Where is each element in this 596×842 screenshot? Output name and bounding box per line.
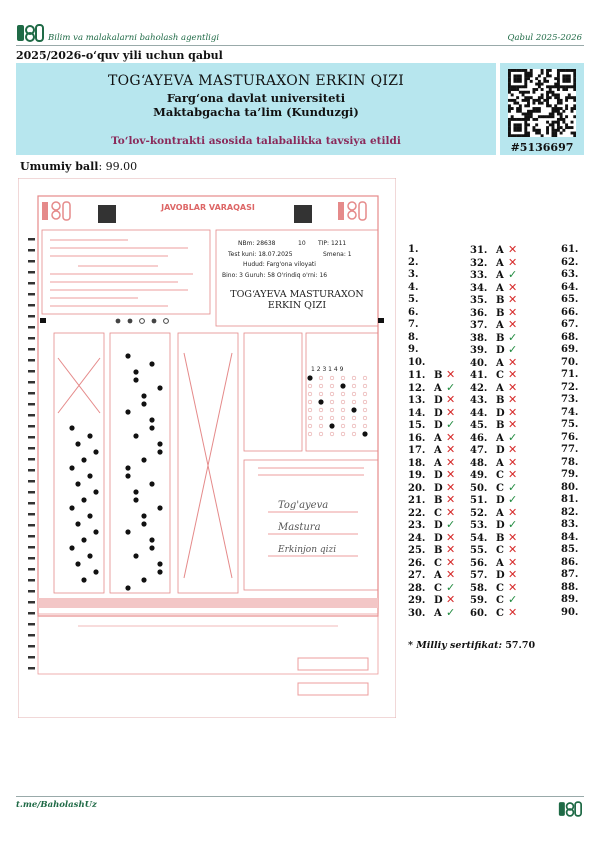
- answer-number: 78.: [561, 456, 579, 468]
- answer-number: 76.: [561, 431, 579, 443]
- correct-check-icon: ✓: [446, 605, 456, 619]
- faculty-name: Maktabgacha ta’lim (Kunduzgi): [153, 105, 359, 119]
- answer-number: 17.: [408, 445, 426, 456]
- answer-number: 57.: [470, 570, 488, 581]
- answer-letter: D: [434, 482, 443, 494]
- answer-row: [561, 344, 596, 357]
- answer-number: 55.: [470, 545, 488, 556]
- sheet-nbm: NBm: 28638: [238, 240, 276, 247]
- answer-number: 70.: [561, 356, 579, 368]
- correct-check-icon: ✓: [446, 518, 456, 531]
- answer-number: 23.: [408, 520, 426, 531]
- answer-letter: B: [496, 307, 505, 319]
- answer-letter: D: [496, 495, 505, 506]
- wrong-cross-icon: ✕: [508, 543, 518, 556]
- answer-letter: C: [434, 582, 442, 594]
- certificate-value: 57.70: [505, 640, 536, 651]
- answer-letter: A: [496, 507, 504, 519]
- answer-row: [408, 257, 455, 270]
- answer-row: [561, 319, 596, 332]
- answer-number: 9.: [408, 344, 419, 355]
- answer-row: [408, 607, 455, 620]
- answer-number: 26.: [408, 557, 426, 569]
- answer-number: 75.: [561, 419, 579, 430]
- answer-number: 60.: [470, 607, 488, 619]
- correct-check-icon: ✓: [508, 593, 518, 606]
- answer-number: 73.: [561, 394, 579, 405]
- qr-code-icon: [508, 69, 576, 137]
- answer-row: [561, 482, 596, 495]
- answer-number: 66.: [561, 306, 579, 318]
- answer-number: 15.: [408, 420, 426, 431]
- answer-row: [408, 269, 455, 282]
- answer-letter: D: [496, 570, 505, 581]
- answer-number: 86.: [561, 556, 579, 568]
- answer-letter: A: [496, 382, 504, 394]
- answer-number: 48.: [470, 457, 488, 469]
- answer-letter: D: [434, 407, 443, 419]
- answer-letter: A: [496, 320, 504, 331]
- answer-number: 2.: [408, 256, 419, 268]
- correct-check-icon: ✓: [446, 580, 456, 594]
- answer-letter: C: [496, 482, 504, 494]
- wrong-cross-icon: ✕: [508, 418, 518, 431]
- wrong-cross-icon: ✕: [446, 480, 456, 494]
- signature-surname: Tog'ayeva: [278, 500, 329, 511]
- answer-number: 31.: [470, 245, 488, 256]
- answer-number: 88.: [561, 581, 579, 593]
- answer-row: [561, 369, 596, 382]
- answer-letter: D: [434, 532, 443, 544]
- answer-row: [408, 332, 455, 345]
- wrong-cross-icon: ✕: [446, 493, 456, 506]
- wrong-cross-icon: ✕: [508, 305, 518, 319]
- wrong-cross-icon: ✕: [446, 505, 456, 519]
- answer-letter: B: [496, 532, 505, 544]
- answer-number: 11.: [408, 370, 426, 381]
- answer-number: 1.: [408, 244, 419, 255]
- answer-letter: A: [434, 382, 442, 394]
- answer-letter: A: [496, 432, 504, 444]
- wrong-cross-icon: ✕: [508, 443, 518, 456]
- answer-letter: D: [496, 445, 505, 456]
- answer-letter: D: [434, 470, 443, 481]
- total-score: Umumiy ball: 99.00: [20, 160, 138, 173]
- sheet-region: Hudud: Farg'ona viloyati: [243, 261, 316, 268]
- answer-number: 80.: [561, 481, 579, 493]
- answer-number: 54.: [470, 532, 488, 544]
- answer-number: 33.: [470, 270, 488, 281]
- answer-row: [561, 519, 596, 532]
- answer-number: 32.: [470, 257, 488, 269]
- wrong-cross-icon: ✕: [446, 543, 456, 556]
- answer-row: [561, 457, 596, 470]
- answer-number: 42.: [470, 382, 488, 394]
- answer-row: [561, 257, 596, 270]
- answer-number: 30.: [408, 607, 426, 619]
- answer-number: 21.: [408, 495, 426, 506]
- answer-number: 68.: [561, 331, 579, 343]
- wrong-cross-icon: ✕: [508, 243, 518, 256]
- answer-row: [561, 594, 596, 607]
- wrong-cross-icon: ✕: [508, 580, 518, 594]
- answer-number: 69.: [561, 344, 579, 355]
- answer-number: 35.: [470, 295, 488, 306]
- sheet-tip: TIP: 1211: [318, 240, 347, 247]
- wrong-cross-icon: ✕: [446, 430, 456, 444]
- answer-number: 58.: [470, 582, 488, 594]
- answer-number: 51.: [470, 495, 488, 506]
- answer-letter: D: [496, 407, 505, 419]
- answer-number: 46.: [470, 432, 488, 444]
- answer-number: 74.: [561, 406, 579, 418]
- answer-letter: D: [434, 420, 443, 431]
- recommendation-text: To‘lov-kontrakti asosida talabalikka tavsiya etildi: [111, 135, 401, 147]
- correct-check-icon: ✓: [508, 430, 518, 444]
- answer-number: 41.: [470, 370, 488, 381]
- university-name: Farg‘ona davlat universiteti: [166, 91, 346, 105]
- answer-letter: D: [434, 395, 443, 406]
- answer-letter: B: [496, 395, 505, 406]
- answer-number: 38.: [470, 332, 488, 344]
- student-name: TOG‘AYEVA MASTURAXON ERKIN QIZI: [107, 73, 405, 89]
- answer-number: 72.: [561, 381, 579, 393]
- answer-number: 19.: [408, 470, 426, 481]
- wrong-cross-icon: ✕: [446, 393, 456, 406]
- answer-letter: A: [434, 570, 442, 581]
- answer-letter: B: [434, 370, 443, 381]
- answer-number: 84.: [561, 531, 579, 543]
- wrong-cross-icon: ✕: [508, 293, 518, 306]
- answer-number: 53.: [470, 520, 488, 531]
- answer-number: 56.: [470, 557, 488, 569]
- student-id: #5136697: [510, 141, 574, 154]
- wrong-cross-icon: ✕: [446, 568, 456, 581]
- answer-row: [408, 294, 455, 307]
- answer-letter: C: [496, 545, 504, 556]
- sheet-qr-left-icon: [98, 205, 116, 223]
- answer-number: 6.: [408, 306, 419, 318]
- signature-patronymic: Erkinjon qizi: [278, 545, 337, 555]
- answer-number: 63.: [561, 269, 579, 280]
- wrong-cross-icon: ✕: [446, 368, 456, 381]
- sheet-name-line2: ERKIN QIZI: [267, 300, 327, 311]
- answer-row: [561, 357, 596, 370]
- wrong-cross-icon: ✕: [508, 568, 518, 581]
- answer-number: 24.: [408, 532, 426, 544]
- answer-number: 87.: [561, 569, 579, 580]
- answer-letter: D: [434, 520, 443, 531]
- answer-number: 90.: [561, 606, 579, 618]
- answer-number: 3.: [408, 269, 419, 280]
- answer-row: [561, 394, 596, 407]
- wrong-cross-icon: ✕: [508, 355, 518, 369]
- wrong-cross-icon: ✕: [508, 318, 518, 331]
- answer-row: [561, 282, 596, 295]
- answer-row: [561, 307, 596, 320]
- wrong-cross-icon: ✕: [508, 368, 518, 381]
- answer-number: 18.: [408, 457, 426, 469]
- answer-letter: A: [434, 607, 442, 619]
- header-divider: [16, 45, 584, 46]
- answer-number: 62.: [561, 256, 579, 268]
- answer-letter: D: [434, 595, 443, 606]
- answer-row: [561, 507, 596, 520]
- answer-number: 71.: [561, 369, 579, 380]
- answer-number: 36.: [470, 307, 488, 319]
- academic-year: 2025/2026-o‘quv yili uchun qabul: [16, 49, 223, 62]
- student-info-band: [16, 63, 496, 155]
- answer-number: 12.: [408, 382, 426, 394]
- wrong-cross-icon: ✕: [508, 380, 518, 394]
- wrong-cross-icon: ✕: [446, 555, 456, 569]
- total-score-label: Umumiy ball: [20, 160, 99, 173]
- wrong-cross-icon: ✕: [446, 405, 456, 419]
- answer-row: [561, 407, 596, 420]
- telegram-link[interactable]: t.me/BaholashUz: [16, 800, 97, 810]
- answer-letter: B: [434, 545, 443, 556]
- answer-number: 64.: [561, 281, 579, 293]
- answer-number: 67.: [561, 319, 579, 330]
- answer-letter: A: [434, 432, 442, 444]
- wrong-cross-icon: ✕: [508, 468, 518, 481]
- answer-row: [561, 569, 596, 582]
- footer-divider: [16, 796, 584, 797]
- answers-column-3: [561, 244, 596, 619]
- answer-number: 10.: [408, 356, 426, 368]
- answer-letter: C: [496, 370, 504, 381]
- wrong-cross-icon: ✕: [508, 405, 518, 419]
- answers-column-2: [470, 244, 517, 619]
- answer-row: [470, 607, 517, 620]
- answer-letter: A: [434, 457, 442, 469]
- footer-logo-icon: [558, 800, 582, 818]
- sheet-qr-right-icon: [294, 205, 312, 223]
- answer-number: 79.: [561, 469, 579, 480]
- answer-number: 50.: [470, 482, 488, 494]
- answer-row: [561, 582, 596, 595]
- agency-name: Bilim va malakalarni baholash agentligi: [48, 33, 220, 43]
- answer-number: 82.: [561, 506, 579, 518]
- sheet-name-line1: TOG‘AYEVA MASTURAXON: [230, 289, 364, 300]
- answer-letter: C: [496, 470, 504, 481]
- correct-check-icon: ✓: [508, 493, 518, 506]
- wrong-cross-icon: ✕: [508, 505, 518, 519]
- national-certificate: [408, 640, 535, 651]
- answer-row: [408, 319, 455, 332]
- answer-row: [561, 269, 596, 282]
- answer-letter: A: [496, 457, 504, 469]
- answer-letter: A: [496, 282, 504, 294]
- answer-row: [408, 282, 455, 295]
- wrong-cross-icon: ✕: [446, 593, 456, 606]
- wrong-cross-icon: ✕: [508, 555, 518, 569]
- answer-row: [561, 494, 596, 507]
- wrong-cross-icon: ✕: [446, 455, 456, 469]
- correct-check-icon: ✓: [508, 480, 518, 494]
- answer-number: 45.: [470, 420, 488, 431]
- wrong-cross-icon: ✕: [446, 443, 456, 456]
- qr-panel: [500, 63, 584, 155]
- answer-letter: D: [496, 520, 505, 531]
- answer-row: [408, 344, 455, 357]
- wrong-cross-icon: ✕: [508, 455, 518, 469]
- answer-row: [561, 557, 596, 570]
- answer-row: [408, 244, 455, 257]
- wrong-cross-icon: ✕: [508, 255, 518, 269]
- admission-label: Qabul 2025-2026: [507, 33, 582, 43]
- correct-check-icon: ✓: [446, 418, 456, 431]
- answer-number: 34.: [470, 282, 488, 294]
- answer-number: 25.: [408, 545, 426, 556]
- answer-number: 20.: [408, 482, 426, 494]
- answer-number: 40.: [470, 357, 488, 369]
- answer-row: [561, 607, 596, 620]
- answer-letter: B: [496, 295, 505, 306]
- answer-number: 8.: [408, 331, 419, 343]
- answer-number: 61.: [561, 244, 579, 255]
- answer-letter: C: [496, 582, 504, 594]
- sheet-date: Test kuni: 18.07.2025: [228, 251, 293, 258]
- answer-row: [561, 382, 596, 395]
- correct-check-icon: ✓: [446, 380, 456, 394]
- answer-letter: B: [496, 420, 505, 431]
- sheet-room: Bino: 3 Guruh: 58 O'rindiq o'rni: 16: [222, 272, 328, 279]
- answer-number: 83.: [561, 519, 579, 530]
- answer-row: [561, 532, 596, 545]
- answer-letter: A: [496, 557, 504, 569]
- answer-row: [561, 244, 596, 257]
- answer-number: 5.: [408, 294, 419, 305]
- wrong-cross-icon: ✕: [508, 605, 518, 619]
- answer-letter: C: [434, 507, 442, 519]
- answer-number: 47.: [470, 445, 488, 456]
- answer-row: [561, 432, 596, 445]
- answer-letter: C: [496, 595, 504, 606]
- answer-letter: A: [496, 357, 504, 369]
- answer-number: 16.: [408, 432, 426, 444]
- answer-letter: C: [434, 557, 442, 569]
- answer-number: 27.: [408, 570, 426, 581]
- sheet-code-digits: 1 2 3 1 4 9: [311, 366, 344, 373]
- answer-row: [408, 307, 455, 320]
- answers-column-1: [408, 244, 455, 619]
- correct-check-icon: ✓: [508, 518, 518, 531]
- sheet-smena: Smena: 1: [323, 251, 352, 258]
- answer-row: [561, 544, 596, 557]
- wrong-cross-icon: ✕: [508, 280, 518, 294]
- wrong-cross-icon: ✕: [446, 530, 456, 544]
- correct-check-icon: ✓: [508, 343, 518, 356]
- answer-letter: A: [434, 445, 442, 456]
- correct-check-icon: ✓: [508, 268, 518, 281]
- correct-check-icon: ✓: [508, 330, 518, 344]
- answer-number: 28.: [408, 582, 426, 594]
- answer-letter: B: [434, 495, 443, 506]
- answer-number: 59.: [470, 595, 488, 606]
- answer-letter: B: [496, 332, 505, 344]
- answer-number: 14.: [408, 407, 426, 419]
- answer-number: 49.: [470, 470, 488, 481]
- signature-name: Masturа: [278, 522, 321, 533]
- answer-number: 44.: [470, 407, 488, 419]
- answer-letter: D: [496, 345, 505, 356]
- agency-logo-icon: [16, 23, 44, 43]
- sheet-title: JAVOBLAR VARAQASI: [161, 203, 255, 212]
- answer-number: 7.: [408, 319, 419, 330]
- wrong-cross-icon: ✕: [508, 393, 518, 406]
- answer-sheet-scan: [18, 178, 396, 718]
- answer-row: [561, 294, 596, 307]
- answer-letter: A: [496, 245, 504, 256]
- answer-number: 37.: [470, 320, 488, 331]
- wrong-cross-icon: ✕: [508, 530, 518, 544]
- answer-number: 39.: [470, 345, 488, 356]
- answer-row: [561, 419, 596, 432]
- answer-letter: A: [496, 257, 504, 269]
- answer-row: [561, 332, 596, 345]
- answer-number: 22.: [408, 507, 426, 519]
- answer-number: 29.: [408, 595, 426, 606]
- wrong-cross-icon: ✕: [446, 468, 456, 481]
- total-score-value: 99.00: [105, 160, 138, 173]
- answer-number: 52.: [470, 507, 488, 519]
- answer-number: 77.: [561, 444, 579, 455]
- answer-row: [561, 444, 596, 457]
- answer-number: 13.: [408, 395, 426, 406]
- answer-number: 85.: [561, 544, 579, 555]
- answer-number: 43.: [470, 395, 488, 406]
- answer-row: [561, 469, 596, 482]
- answer-number: 65.: [561, 294, 579, 305]
- sheet-no: 10: [298, 240, 306, 247]
- answer-number: 4.: [408, 281, 419, 293]
- answer-letter: C: [496, 607, 504, 619]
- answer-number: 89.: [561, 594, 579, 605]
- answer-number: 81.: [561, 494, 579, 505]
- answer-letter: A: [496, 270, 504, 281]
- certificate-label: * Milliy sertifikat:: [408, 640, 502, 651]
